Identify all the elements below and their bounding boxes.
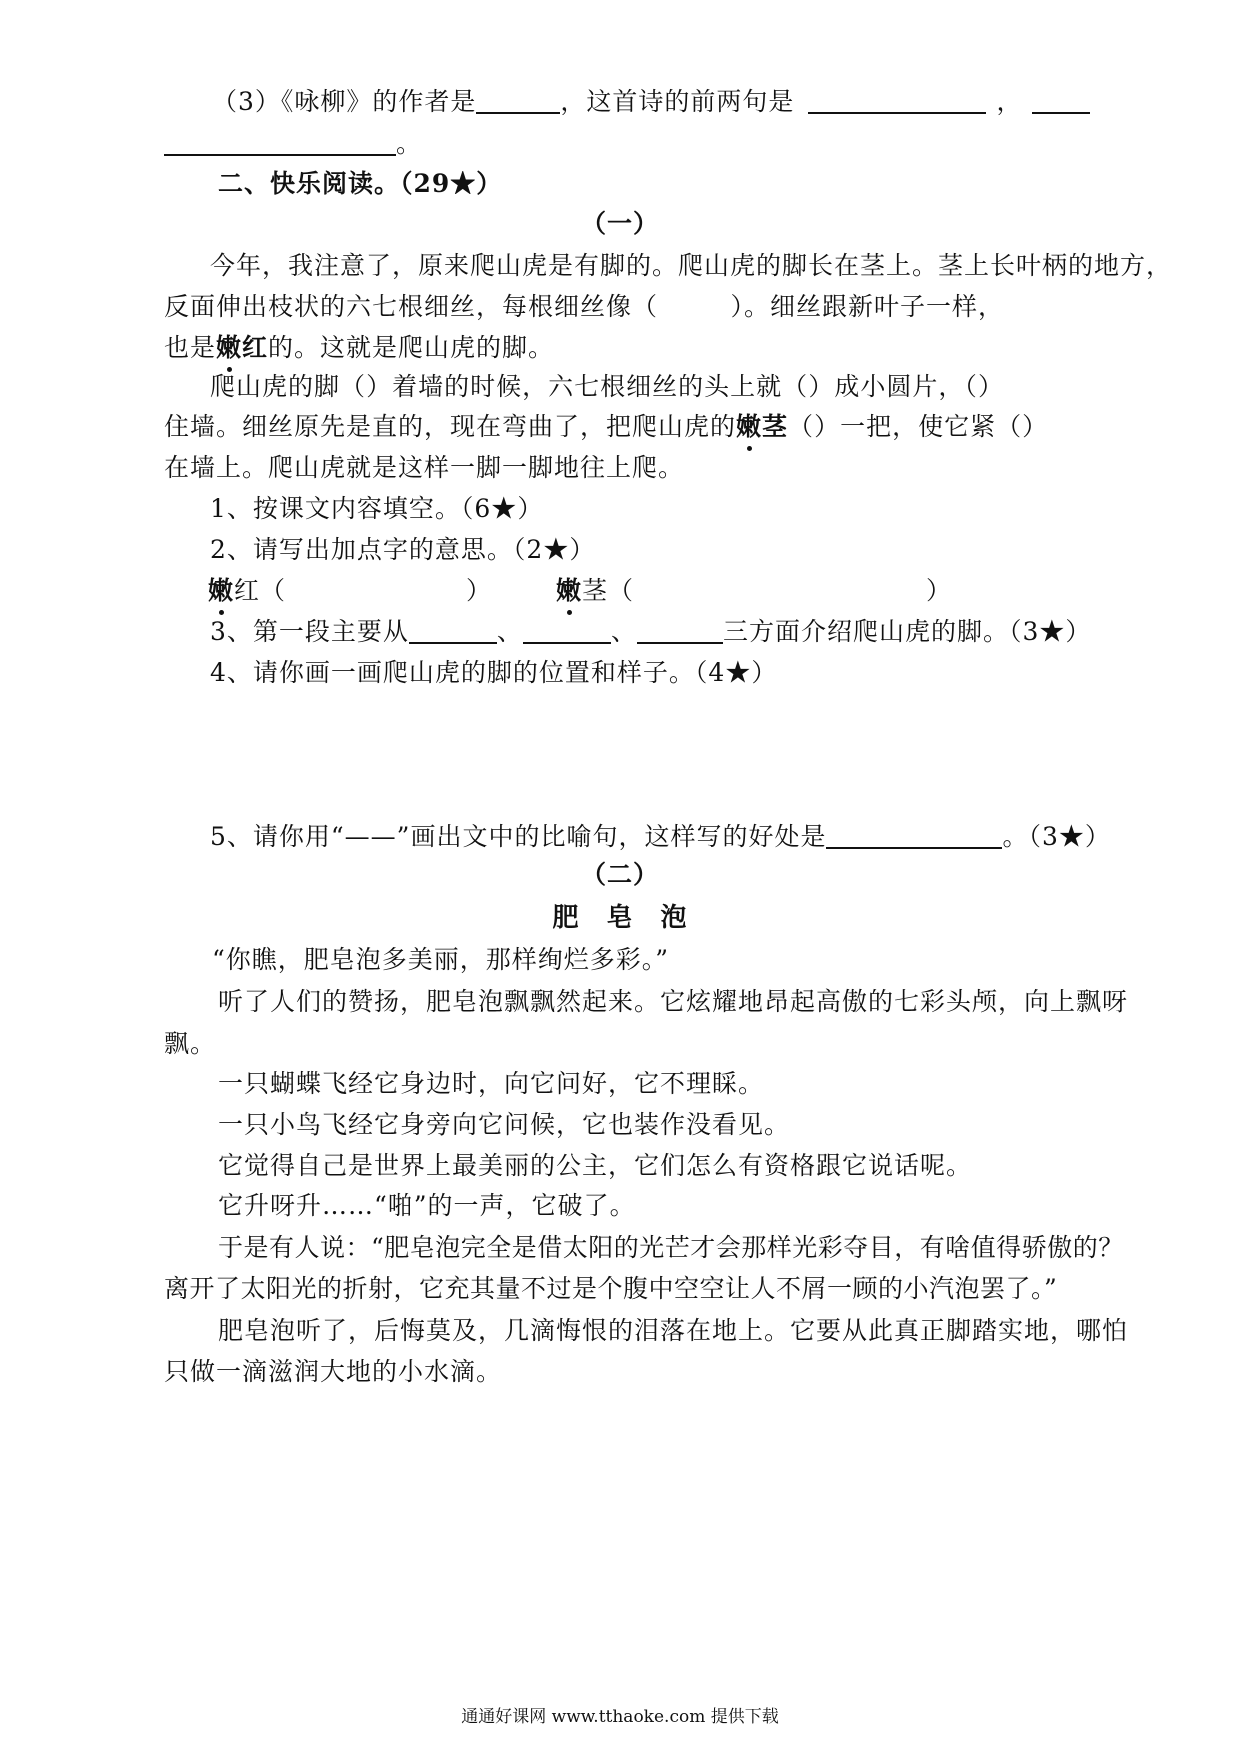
p2-line-5: 一只小鸟飞经它身旁向它问候，它也装作没看见。 <box>218 1110 791 1139</box>
p1-para2-line3: 在墙上。爬山虎就是这样一脚一脚地往上爬。 <box>164 453 685 482</box>
aspect-blank-2[interactable] <box>523 618 611 644</box>
passage1-number: （一） <box>580 209 659 238</box>
p1-para2-line2-lead: 住墙。细丝原先是直的，现在弯曲了，把爬山虎的嫩茎（ <box>164 410 814 444</box>
q3-line-2 <box>164 127 422 161</box>
question-5: 5、请你用“——”画出文中的比喻句，这样写的好处是 。（3★） <box>210 822 1111 851</box>
q3-period: 。 <box>396 129 423 158</box>
p2-line-2: 听了人们的赞扬，肥皂泡飘飘然起来。它炫耀地昂起高傲的七彩头颅，向上飘呀 <box>218 987 1129 1016</box>
p1-para2-line1a: 爬山虎的脚（ <box>210 372 367 401</box>
p2-line-7: 它升呀升……“啪”的一声，它破了。 <box>218 1191 636 1220</box>
answer-nenjing-close: ） <box>926 576 953 605</box>
answer-nenhong: 嫩红（ <box>208 574 286 608</box>
drawing-area[interactable] <box>164 700 1004 810</box>
p2-line-1: “你瞧，肥皂泡多美丽，那样绚烂多彩。” <box>212 945 670 974</box>
p1-para1-line3 <box>164 331 554 365</box>
page-footer: 通通好课网 www.tthaoke.com 提供下载 <box>461 1707 779 1727</box>
poem-line2-blank-a[interactable] <box>1032 88 1090 114</box>
passage2-title: 肥 皂 泡 <box>552 903 688 933</box>
p2-line-10: 肥皂泡听了，后悔莫及，几滴悔恨的泪落在地上。它要从此真正脚踏实地，哪怕 <box>218 1316 1129 1345</box>
poem-line1-blank[interactable] <box>808 88 986 114</box>
p2-line-8: 于是有人说：“肥皂泡完全是借太阳的光芒才会那样光彩夺目，有啥值得骄傲的？ <box>218 1233 1124 1262</box>
p1-para2-line2 <box>164 410 1049 444</box>
aspect-blank-1[interactable] <box>409 618 497 644</box>
dotted-char-nen: 嫩 <box>216 331 242 365</box>
q3-text-lines: ，这首诗的前两句是 <box>560 87 795 116</box>
p1-para2-line1d: ） <box>977 372 1004 401</box>
author-blank[interactable] <box>476 88 560 114</box>
p2-line-3: 飘。 <box>164 1029 217 1058</box>
p1-para1-line1: 今年，我注意了，原来爬山虎是有脚的。爬山虎的脚长在茎上。茎上长叶柄的地方， <box>210 251 1173 280</box>
dotted-char-nen-2: 嫩 <box>736 410 762 444</box>
p2-line-6: 它觉得自己是世界上最美丽的公主，它们怎么有资格跟它说话呢。 <box>218 1151 973 1180</box>
answer-nenjing: 嫩茎（ <box>556 574 634 608</box>
simile-benefit-blank[interactable] <box>826 823 1002 849</box>
question-2-answers <box>208 574 1008 608</box>
p1-para1-line2b: ）。细丝跟新叶子一样， <box>730 292 1004 321</box>
section-heading: 二、快乐阅读。（29★） <box>218 169 503 198</box>
p1-para1-line3b: 红 <box>242 333 269 362</box>
p1-para1-line2 <box>164 290 1004 324</box>
p1-para2-line1b: ）着墙的时候，六七根细丝的头上就（ <box>366 372 809 401</box>
p1-para1-line3c: 的。这就是爬山虎的脚。 <box>268 333 555 362</box>
p2-line-9: 离开了太阳光的折射，它充其量不过是个腹中空空让人不屑一顾的小汽泡罢了。” <box>164 1274 1058 1303</box>
aspect-blank-3[interactable] <box>637 618 723 644</box>
poem-line2-blank-b[interactable] <box>164 130 396 156</box>
p1-para2-line1c: ）成小圆片，（ <box>808 372 978 401</box>
answer-nenhong-close: ） <box>466 576 493 605</box>
passage2-number: （二） <box>580 860 659 889</box>
p1-para2-line2d: ） <box>1022 412 1049 441</box>
question-3: 3、第一段主要从 、 、 三方面介绍爬山虎的脚。（3★） <box>210 617 1092 646</box>
p1-para2-line1 <box>210 370 1004 404</box>
p1-para1-line3a: 也是 <box>164 333 217 362</box>
p2-line-4: 一只蝴蝶飞经它身边时，向它问好，它不理睬。 <box>218 1069 765 1098</box>
q3-text-author: （3）《咏柳》的作者是 <box>212 87 477 116</box>
p1-para2-line2c: ）一把，使它紧（ <box>814 412 1023 441</box>
p2-line-11: 只做一滴滋润大地的小水滴。 <box>164 1357 503 1386</box>
question-1: 1、按课文内容填空。（6★） <box>210 494 544 523</box>
question-4: 4、请你画一画爬山虎的脚的位置和样子。（4★） <box>210 658 778 687</box>
question-2: 2、请写出加点字的意思。（2★） <box>210 535 596 564</box>
p1-para1-line2a: 反面伸出枝状的六七根细丝，每根细丝像（ <box>164 292 659 321</box>
q3-comma: ， <box>996 87 1023 116</box>
q3-line-1 <box>212 85 1090 119</box>
